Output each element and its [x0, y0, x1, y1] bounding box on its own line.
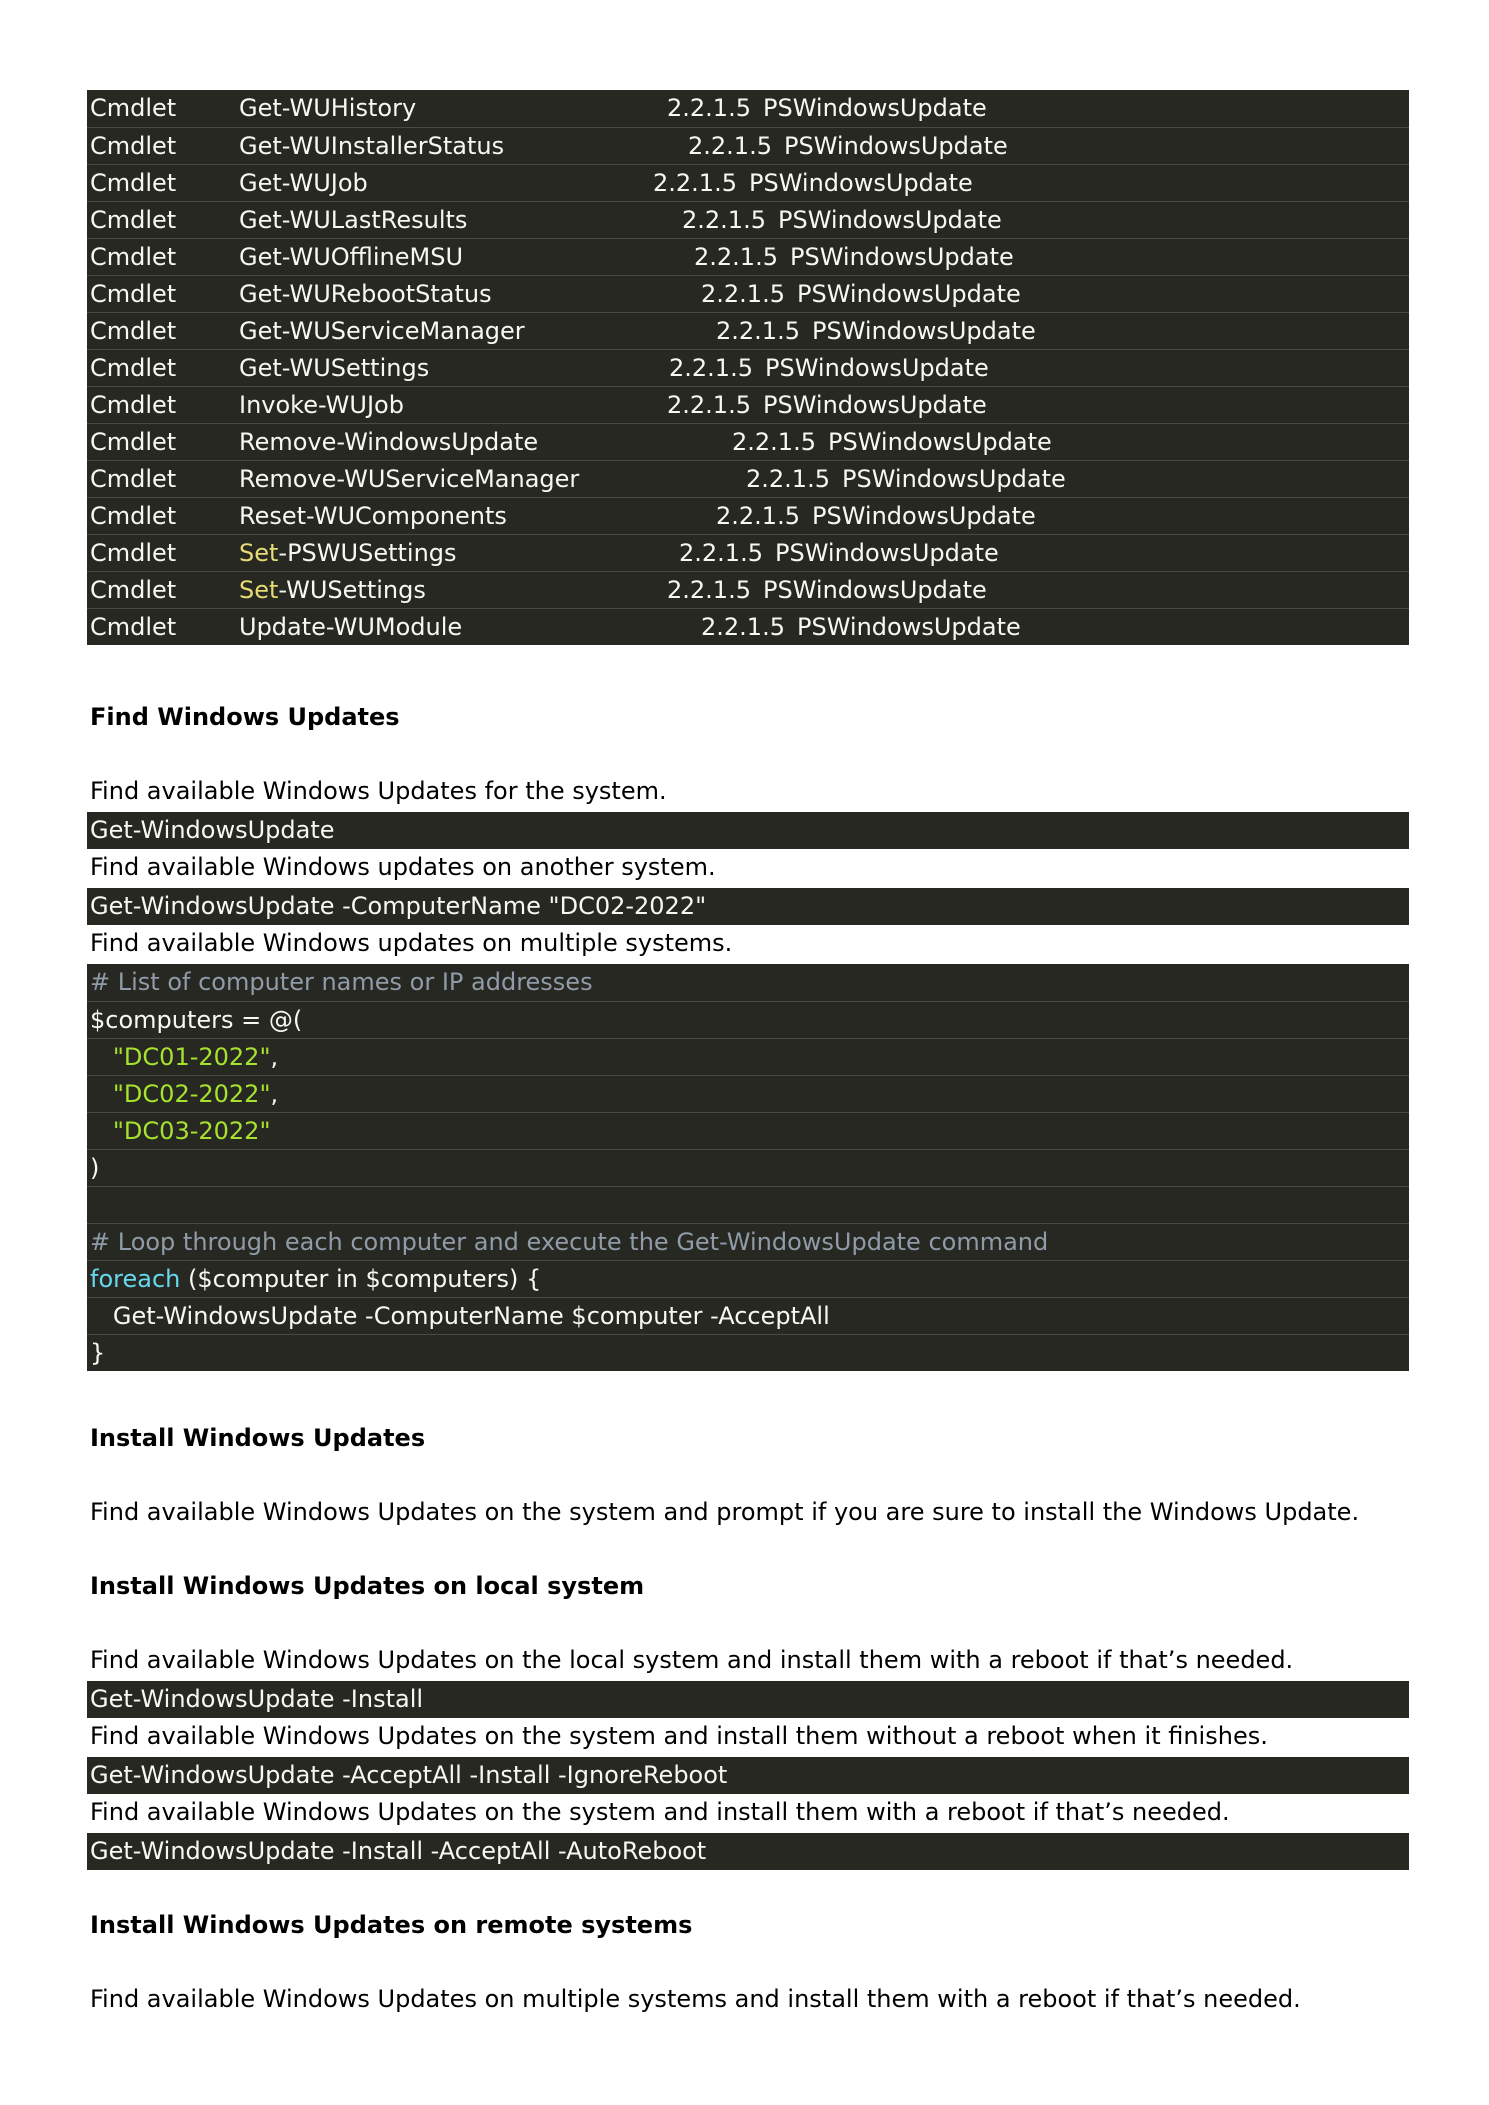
cmdlet-name-text: Remove-WindowsUpdate	[239, 428, 539, 456]
cmdlet-row	[87, 608, 1409, 645]
cmdlet-row	[87, 349, 1409, 386]
cmdlet-type: Cmdlet	[90, 465, 177, 493]
cmdlet-row	[87, 164, 1409, 201]
code-line	[87, 1038, 1409, 1075]
code-line	[87, 1075, 1409, 1112]
code-block	[87, 1757, 1409, 1794]
code-line: Get-WindowsUpdate -Install -AcceptAll -AutoReboot	[90, 1837, 707, 1865]
cmdlet-row	[87, 201, 1409, 238]
code-block	[87, 1681, 1409, 1718]
code-line: Get-WindowsUpdate -AcceptAll -Install -IgnoreReboot	[90, 1761, 728, 1789]
cmdlet-module: PSWindowsUpdate	[797, 280, 1021, 308]
code-block	[87, 888, 1409, 925]
cmdlet-name-text: Get-WUOfflineMSU	[239, 243, 464, 271]
cmdlet-name	[239, 535, 457, 572]
install-local-paragraph: Find available Windows Updates on the local system and install them with a reboot if that’s needed.	[90, 1646, 1294, 1674]
cmdlet-row	[87, 238, 1409, 275]
cmdlet-name-text: Get-WUHistory	[239, 94, 417, 122]
cmdlet-module: PSWindowsUpdate	[763, 391, 987, 419]
cmdlet-version: 2.2.1.5	[732, 428, 816, 456]
cmdlet-version: 2.2.1.5	[679, 539, 763, 567]
cmdlet-name	[239, 165, 368, 202]
cmdlet-version: 2.2.1.5	[653, 169, 737, 197]
code-line: Get-WindowsUpdate	[90, 816, 335, 844]
cmdlet-name-text: Reset-WUComponents	[239, 502, 507, 530]
cmdlet-name	[239, 313, 525, 350]
cmdlet-module: PSWindowsUpdate	[765, 354, 989, 382]
cmdlet-name	[239, 276, 492, 313]
cmdlet-name-text: Update-WUModule	[239, 613, 463, 641]
cmdlet-type: Cmdlet	[90, 132, 177, 160]
cmdlet-type: Cmdlet	[90, 428, 177, 456]
cmdlet-version: 2.2.1.5	[694, 243, 778, 271]
find-remote-paragraph: Find available Windows updates on another system.	[90, 853, 716, 881]
find-updates-heading: Find Windows Updates	[90, 703, 400, 731]
cmdlet-name-text: Get-WULastResults	[239, 206, 468, 234]
code-line	[87, 1112, 1409, 1149]
find-multiple-paragraph: Find available Windows updates on multiple systems.	[90, 929, 733, 957]
cmdlet-row	[87, 127, 1409, 164]
cmdlet-row	[87, 497, 1409, 534]
cmdlet-version: 2.2.1.5	[688, 132, 772, 160]
cmdlet-type: Cmdlet	[90, 576, 177, 604]
code-line	[87, 1297, 1409, 1334]
cmdlet-type: Cmdlet	[90, 354, 177, 382]
cmdlet-name	[239, 387, 404, 424]
cmdlet-module: PSWindowsUpdate	[749, 169, 973, 197]
cmdlet-module: PSWindowsUpdate	[763, 576, 987, 604]
cmdlet-name-text: Remove-WUServiceManager	[239, 465, 580, 493]
cmdlet-name-text: -PSWUSettings	[278, 539, 457, 567]
code-line: Get-WindowsUpdate -ComputerName "DC02-2022"	[90, 892, 707, 920]
cmdlet-module: PSWindowsUpdate	[812, 317, 1036, 345]
install-local-heading: Install Windows Updates on local system	[90, 1572, 645, 1600]
code-keyword: foreach	[90, 1265, 181, 1293]
cmdlet-version: 2.2.1.5	[667, 391, 751, 419]
cmdlet-name	[239, 572, 426, 609]
code-line	[87, 1223, 1409, 1260]
cmdlet-name	[239, 239, 463, 276]
cmdlet-version: 2.2.1.5	[716, 317, 800, 345]
cmdlet-row	[87, 460, 1409, 497]
code-comment: # List of computer names or IP addresses	[90, 968, 593, 996]
code-line: }	[87, 1334, 1409, 1371]
cmdlet-name	[239, 90, 416, 127]
cmdlet-version: 2.2.1.5	[682, 206, 766, 234]
code-line: $computers = @(	[87, 1001, 1409, 1038]
cmdlet-row	[87, 423, 1409, 460]
cmdlet-verb-highlight: Set	[239, 539, 279, 567]
cmdlet-type: Cmdlet	[90, 243, 177, 271]
cmdlet-verb-highlight: Set	[239, 576, 279, 604]
cmdlet-name-text: Get-WUServiceManager	[239, 317, 525, 345]
code-comment: # Loop through each computer and execute the Get-WindowsUpdate command	[90, 1228, 1049, 1256]
code-string: "DC02-2022"	[112, 1080, 271, 1108]
code-text: Get-WindowsUpdate -ComputerName $computer -AcceptAll	[112, 1302, 830, 1330]
code-line	[87, 1260, 1409, 1297]
cmdlet-name	[239, 424, 538, 461]
code-block	[87, 812, 1409, 849]
install-updates-paragraph: Find available Windows Updates on the system and prompt if you are sure to install the Windows Update.	[90, 1498, 1360, 1526]
cmdlet-module: PSWindowsUpdate	[775, 539, 999, 567]
cmdlet-type: Cmdlet	[90, 94, 177, 122]
cmdlet-type: Cmdlet	[90, 539, 177, 567]
code-text: ($computer in $computers) {	[180, 1265, 542, 1293]
cmdlet-row	[87, 386, 1409, 423]
install-autoreboot-paragraph: Find available Windows Updates on the system and install them with a reboot if that’s needed.	[90, 1798, 1230, 1826]
code-line-blank	[87, 1186, 1409, 1223]
cmdlet-name-text: Invoke-WUJob	[239, 391, 404, 419]
cmdlet-version: 2.2.1.5	[669, 354, 753, 382]
cmdlet-name-text: Get-WUInstallerStatus	[239, 132, 505, 160]
code-punctuation: ,	[270, 1080, 279, 1108]
cmdlet-name-text: Get-WUSettings	[239, 354, 430, 382]
cmdlet-type: Cmdlet	[90, 280, 177, 308]
cmdlet-name-text: Get-WUJob	[239, 169, 368, 197]
cmdlet-row	[87, 275, 1409, 312]
install-updates-heading: Install Windows Updates	[90, 1424, 426, 1452]
code-line: )	[87, 1149, 1409, 1186]
cmdlet-type: Cmdlet	[90, 317, 177, 345]
code-line: Get-WindowsUpdate -Install	[90, 1685, 424, 1713]
cmdlet-table	[87, 90, 1409, 645]
cmdlet-name	[239, 202, 467, 239]
script-block	[87, 964, 1409, 1371]
cmdlet-row	[87, 90, 1409, 127]
cmdlet-version: 2.2.1.5	[701, 280, 785, 308]
cmdlet-module: PSWindowsUpdate	[790, 243, 1014, 271]
code-string: "DC01-2022"	[112, 1043, 271, 1071]
cmdlet-name-text: -WUSettings	[278, 576, 426, 604]
cmdlet-version: 2.2.1.5	[667, 576, 751, 604]
cmdlet-version: 2.2.1.5	[667, 94, 751, 122]
cmdlet-module: PSWindowsUpdate	[784, 132, 1008, 160]
install-remote-paragraph: Find available Windows Updates on multiple systems and install them with a reboot if that’s needed.	[90, 1985, 1301, 2013]
cmdlet-name	[239, 461, 579, 498]
cmdlet-module: PSWindowsUpdate	[763, 94, 987, 122]
cmdlet-row	[87, 534, 1409, 571]
install-noreboot-paragraph: Find available Windows Updates on the system and install them without a reboot when it finishes.	[90, 1722, 1268, 1750]
code-block	[87, 1833, 1409, 1870]
cmdlet-name	[239, 128, 504, 165]
cmdlet-module: PSWindowsUpdate	[778, 206, 1002, 234]
cmdlet-module: PSWindowsUpdate	[842, 465, 1066, 493]
cmdlet-row	[87, 571, 1409, 608]
cmdlet-module: PSWindowsUpdate	[797, 613, 1021, 641]
cmdlet-type: Cmdlet	[90, 391, 177, 419]
cmdlet-name	[239, 350, 429, 387]
cmdlet-version: 2.2.1.5	[701, 613, 785, 641]
cmdlet-type: Cmdlet	[90, 613, 177, 641]
find-updates-paragraph: Find available Windows Updates for the system.	[90, 777, 667, 805]
cmdlet-name	[239, 498, 507, 535]
cmdlet-type: Cmdlet	[90, 502, 177, 530]
install-remote-heading: Install Windows Updates on remote systems	[90, 1911, 693, 1939]
cmdlet-name-text: Get-WURebootStatus	[239, 280, 492, 308]
cmdlet-row	[87, 312, 1409, 349]
cmdlet-module: PSWindowsUpdate	[812, 502, 1036, 530]
code-punctuation: ,	[270, 1043, 279, 1071]
cmdlet-version: 2.2.1.5	[716, 502, 800, 530]
cmdlet-name	[239, 609, 462, 646]
cmdlet-type: Cmdlet	[90, 169, 177, 197]
cmdlet-type: Cmdlet	[90, 206, 177, 234]
code-string: "DC03-2022"	[112, 1117, 271, 1145]
cmdlet-module: PSWindowsUpdate	[828, 428, 1052, 456]
code-line	[87, 964, 1409, 1001]
cmdlet-version: 2.2.1.5	[746, 465, 830, 493]
